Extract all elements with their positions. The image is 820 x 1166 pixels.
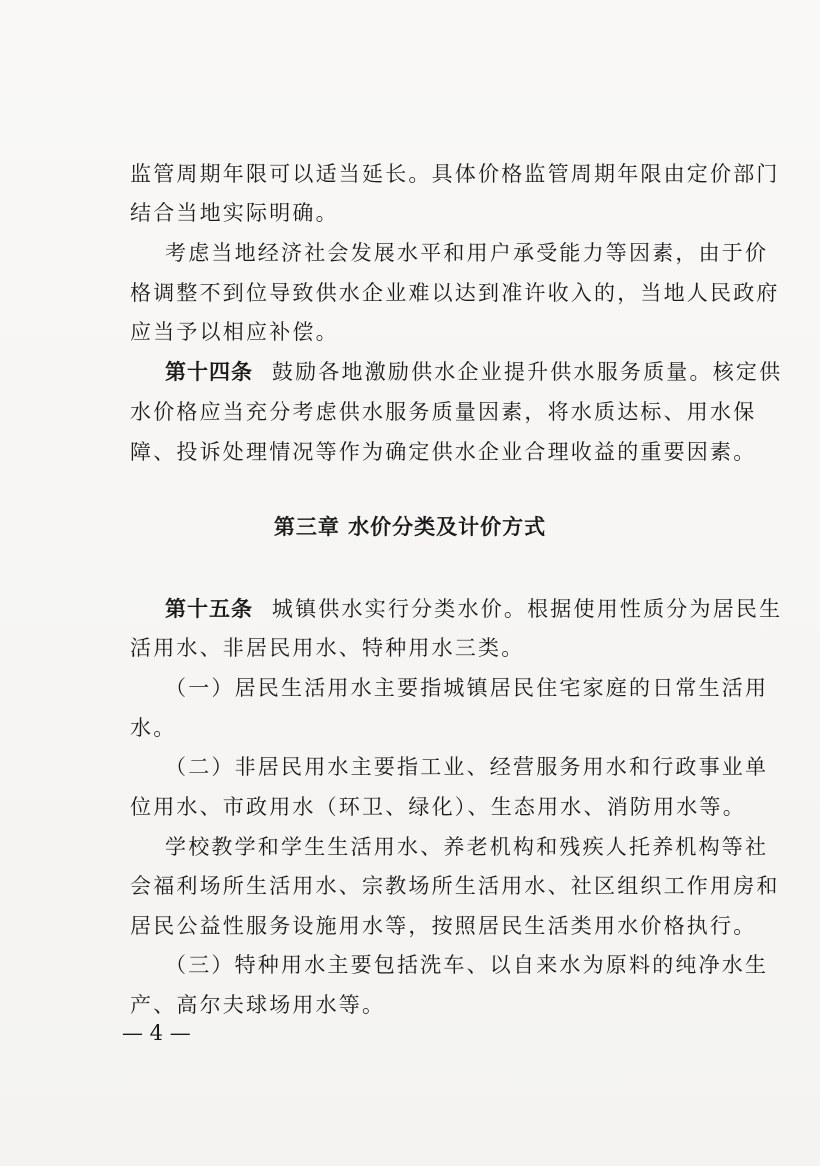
text-line: 产、高尔夫球场用水等。 (130, 993, 386, 1017)
text-line: 监管周期年限可以适当延长。具体价格监管周期年限由定价部门 (130, 162, 780, 186)
text-line: （三）特种用水主要包括洗车、以自来水为原料的纯净水生 (165, 953, 769, 977)
chapter-heading: 第三章 水价分类及计价方式 (273, 515, 547, 539)
text-line: 活用水、非居民用水、特种用水三类。 (130, 636, 525, 660)
page-number: — 4 — (122, 1021, 191, 1045)
text-line: （一）居民生活用水主要指城镇居民住宅家庭的日常生活用 (165, 676, 769, 700)
text-line: 格调整不到位导致供水企业难以达到准许收入的，当地人民政府 (130, 281, 780, 305)
text-line: 居民公益性服务设施用水等，按照居民生活类用水价格执行。 (130, 914, 757, 938)
text-line: 学校教学和学生生活用水、养老机构和残疾人托养机构等社 (165, 835, 769, 859)
article-14-line (165, 358, 782, 386)
text-line: 会福利场所生活用水、宗教场所生活用水、社区组织工作用房和 (130, 874, 780, 898)
text-line: 水。 (130, 716, 177, 740)
text-line: 水价格应当充分考虑供水服务质量因素，将水质达标、用水保 (130, 400, 757, 424)
text-line: 位用水、市政用水（环卫、绿化）、生态用水、消防用水等。 (130, 795, 746, 819)
text-line: 结合当地实际明确。 (130, 201, 339, 225)
article-15-line (165, 595, 782, 623)
article-15-text: 城镇供水实行分类水价。根据使用性质分为居民生 (271, 597, 783, 621)
text-line: 考虑当地经济社会发展水平和用户承受能力等因素，由于价 (165, 241, 769, 265)
text-line: 障、投诉处理情况等作为确定供水企业合理收益的重要因素。 (130, 440, 757, 464)
article-15-title: 第十五条 (165, 597, 253, 621)
article-14-title: 第十四条 (165, 360, 253, 384)
text-line: 应当予以相应补偿。 (130, 320, 339, 344)
article-14-text: 鼓励各地激励供水企业提升供水服务质量。核定供 (271, 360, 783, 384)
text-line: （二）非居民用水主要指工业、经营服务用水和行政事业单 (165, 755, 769, 779)
